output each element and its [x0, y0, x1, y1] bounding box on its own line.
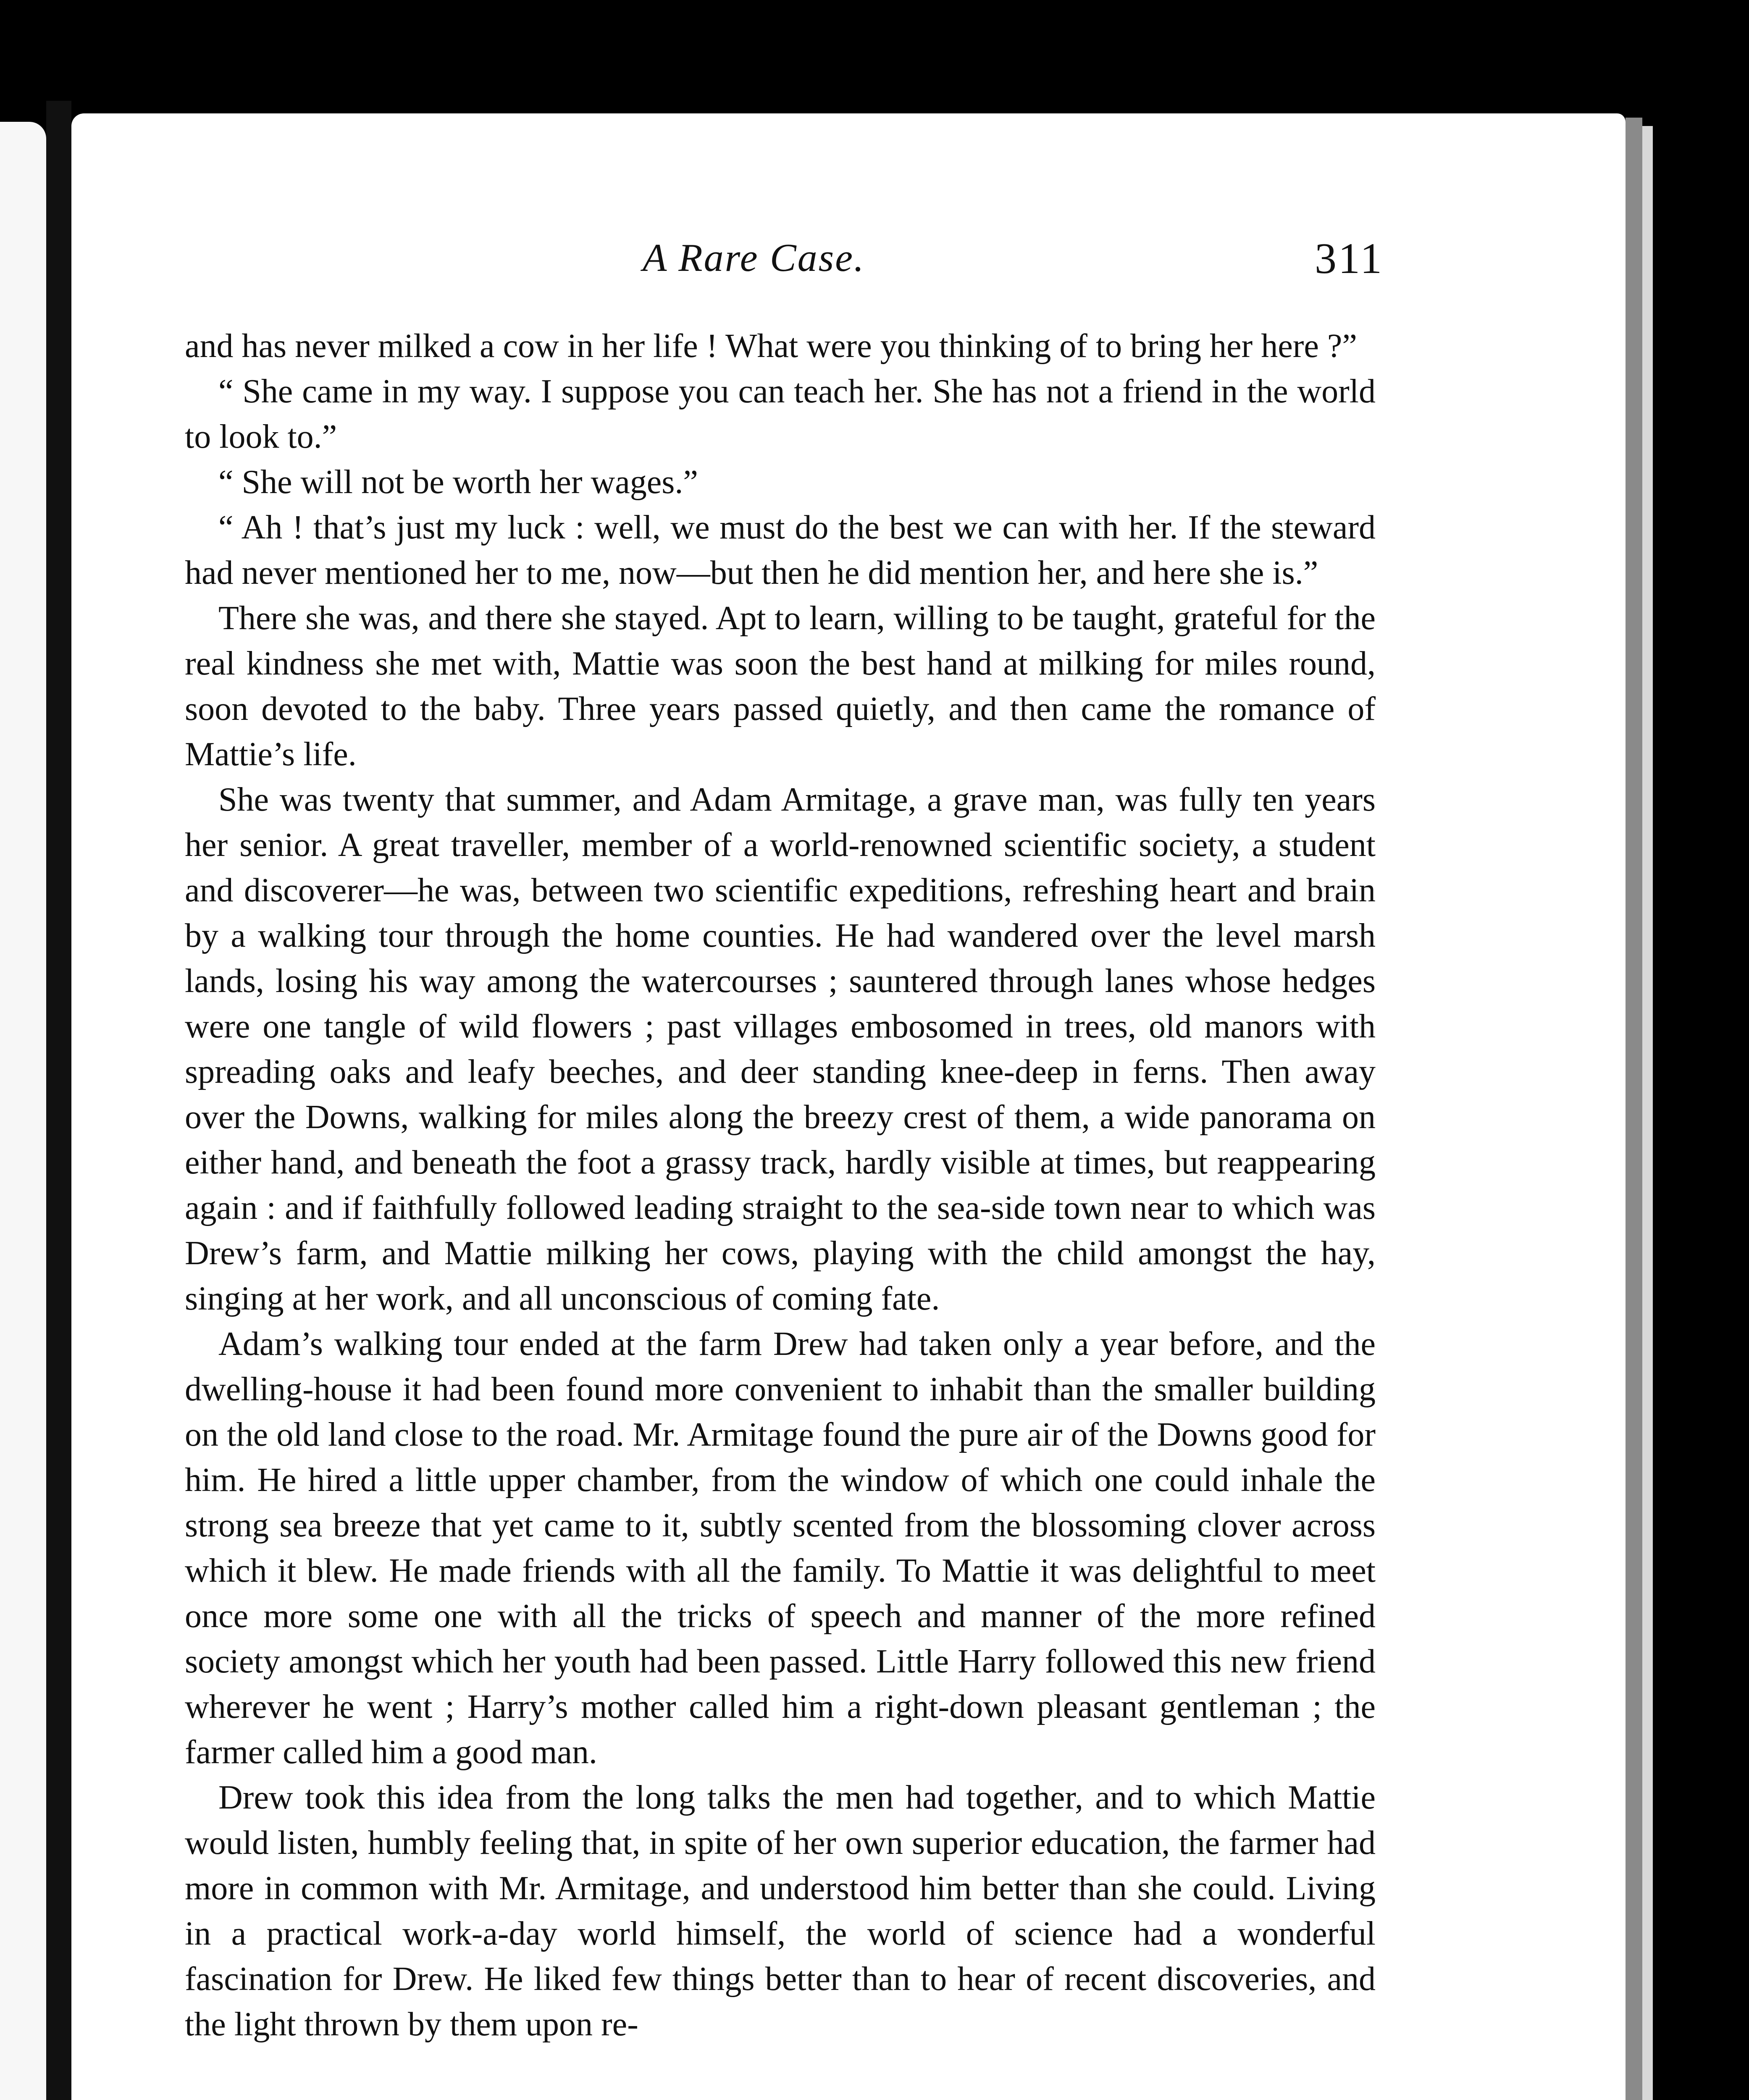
page-number: 311 — [1315, 234, 1384, 283]
running-title: A Rare Case. — [643, 236, 865, 280]
paragraph: “ She came in my way. I suppose you can teach her. She has not a friend in the world to look to.” — [185, 373, 1376, 455]
paragraph: Drew took this idea from the long talks the men had together, and to which Mattie would listen, humbly feeling that, in spite of her own superior education, the farmer had more in common with Mr. Armitage, and understood him better than she could. Living in a practical work-a-day world himself, the world of science had a wonderful fascination for Drew. He liked few things better than to hear of recent discoveries, and the light thrown by them upon re- — [185, 1779, 1376, 2043]
paragraph: “ Ah ! that’s just my luck : well, we must do the best we can with her. If the steward had never mentioned her to me, now—but then he did mention her, and here she is.” — [185, 509, 1376, 591]
paragraph: Adam’s walking tour ended at the farm Drew had taken only a year before, and the dwelling-house it had been found more convenient to inhabit than the smaller building on the old land close to the road. Mr. Armitage found the pure air of the Downs good for him. He hired a little upper chamber, from the window of which one could inhale the strong sea breeze that yet came to it, subtly scented from the blossoming clover across which it blew. He made friends with all the family. To Mattie it was delightful to meet once more some one with all the tricks of speech and manner of the more refined society amongst which her youth had been passed. Little Harry followed this new friend wherever he went ; Harry’s mother called him a right-down pleasant gentleman ; the farmer called him a good man. — [185, 1326, 1376, 1771]
previous-page-edge — [0, 122, 46, 2100]
book-page — [71, 113, 1626, 2100]
paragraph: and has never milked a cow in her life ! What were you thinking of to bring her here ?” — [185, 328, 1357, 365]
paragraph: There she was, and there she stayed. Apt to learn, willing to be taught, grateful for the real kindness she met with, Mattie was soon the best hand at milking for miles round, soon devoted to the baby. Three years passed quietly, and then came the romance of Mattie’s life. — [185, 600, 1376, 773]
page-edge-stack — [1642, 126, 1653, 2100]
body-text — [185, 323, 1376, 2047]
paragraph: “ She will not be worth her wages.” — [218, 464, 698, 501]
paragraph: She was twenty that summer, and Adam Armitage, a grave man, was fully ten years her senior. A great traveller, member of a world-renowned scientific society, a student and discoverer—he was, between two scientific expeditions, refreshing heart and brain by a walking tour through the home counties. He had wandered over the level marsh lands, losing his way among the watercourses ; sauntered through lanes whose hedges were one tangle of wild flowers ; past villages embosomed in trees, old manors with spreading oaks and leafy beeches, and deer standing knee-deep in ferns. Then away over the Downs, walking for miles along the breezy crest of them, a wide panorama on either hand, and beneath the foot a grassy track, hardly visible at times, but reappearing again : and if faithfully followed leading straight to the sea-side town near to which was Drew’s farm, and Mattie milking her cows, playing with the child amongst the hay, singing at her work, and all unconscious of coming fate. — [185, 781, 1376, 1317]
page-header — [71, 235, 1626, 307]
page-edge-shadow — [1626, 118, 1642, 2100]
book-gutter — [46, 101, 71, 2100]
